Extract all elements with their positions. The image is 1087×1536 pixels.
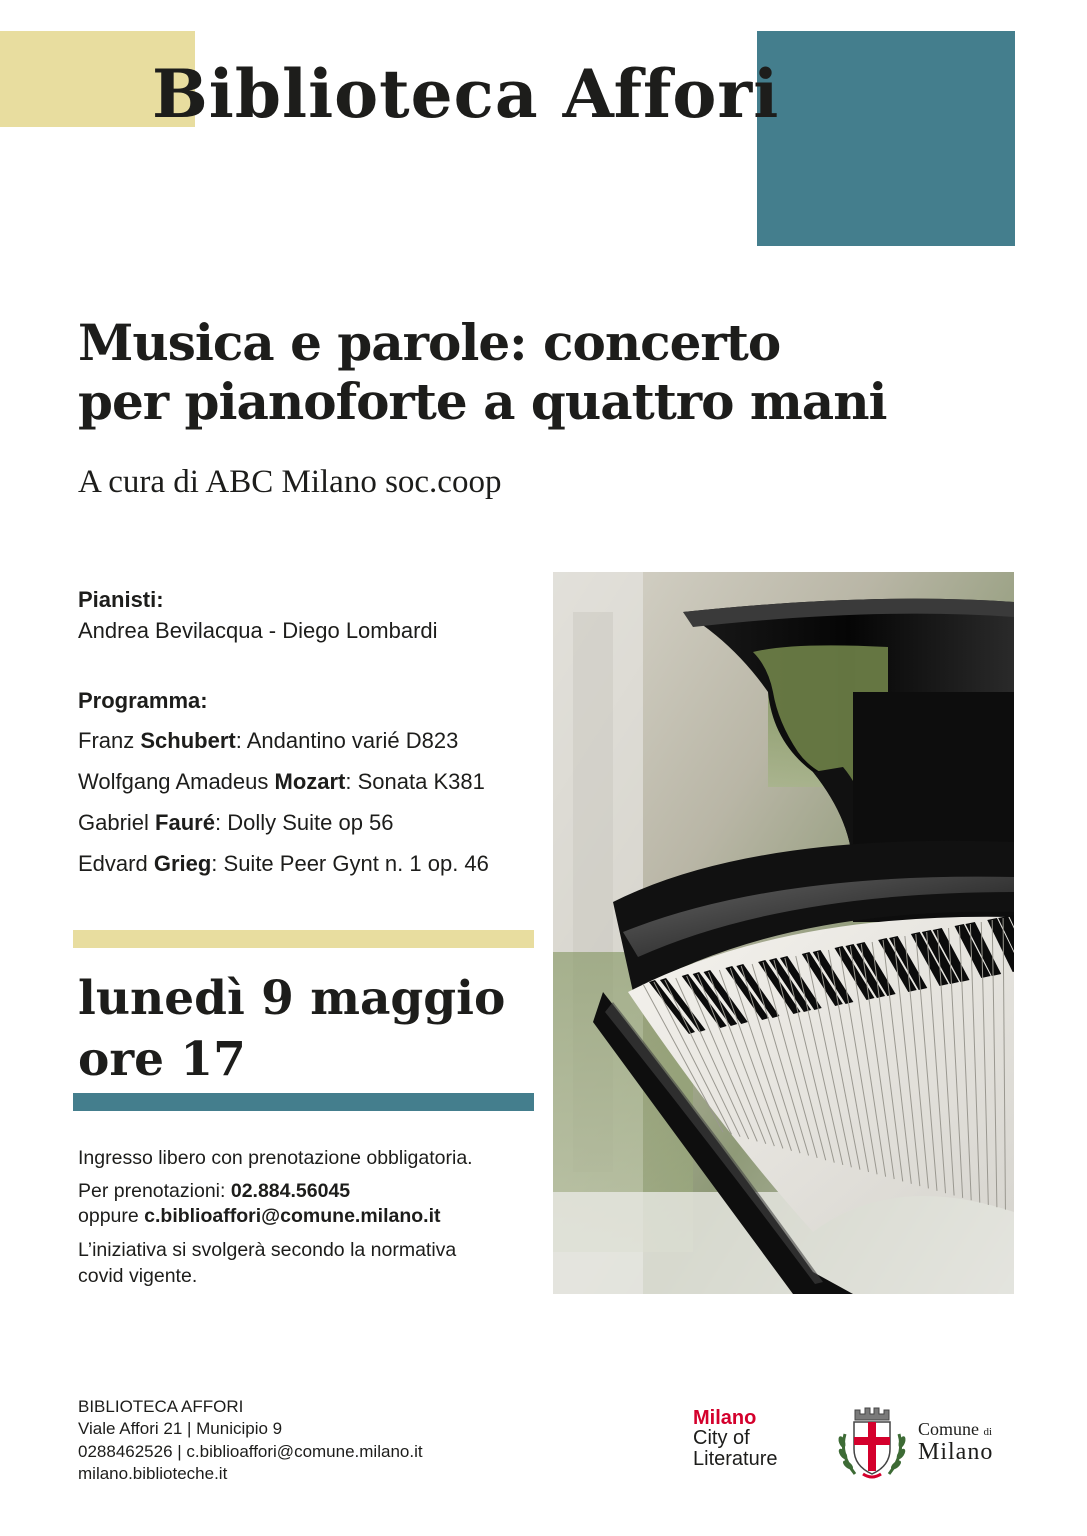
booking-email-line bbox=[78, 1203, 441, 1229]
program-item bbox=[78, 725, 458, 757]
decor-teal-block bbox=[757, 31, 1015, 246]
booking-email[interactable]: c.biblioaffori@comune.milano.it bbox=[144, 1205, 441, 1227]
composer-first-name: Wolfgang Amadeus bbox=[78, 769, 275, 794]
program-item bbox=[78, 848, 489, 880]
di-word: di bbox=[983, 1426, 993, 1438]
footer-library-name: BIBLIOTECA AFFORI bbox=[78, 1397, 244, 1416]
comune-di-milano-logo-text bbox=[918, 1419, 993, 1464]
covid-note-line2: covid vigente. bbox=[78, 1265, 198, 1288]
logo-milano-word: Milano bbox=[693, 1407, 757, 1429]
event-time: ore 17 bbox=[78, 1032, 246, 1088]
program-heading: Programma: bbox=[78, 688, 208, 713]
event-title bbox=[78, 313, 887, 431]
comune-word: Comune bbox=[918, 1419, 979, 1439]
milano-city-of-literature-logo bbox=[693, 1408, 778, 1470]
entry-note: Ingresso libero con prenotazione obbligatoria. bbox=[78, 1147, 473, 1169]
composer-surname: Fauré bbox=[155, 810, 215, 835]
event-day: lunedì 9 maggio bbox=[78, 971, 506, 1026]
covid-note-line1: L’iniziativa si svolgerà secondo la normativa bbox=[78, 1239, 457, 1261]
composer-surname: Grieg bbox=[153, 851, 212, 876]
composer-surname: Mozart bbox=[274, 769, 346, 794]
grand-piano-photo bbox=[553, 572, 1014, 1294]
composer-first-name: Franz bbox=[78, 728, 141, 753]
booking-phone-line bbox=[78, 1178, 350, 1204]
booking-label: Per prenotazioni: bbox=[78, 1180, 231, 1202]
event-curator: A cura di ABC Milano soc.coop bbox=[78, 464, 502, 500]
composition: : Sonata K381 bbox=[345, 769, 485, 794]
milano-word: Milano bbox=[918, 1439, 994, 1465]
footer-website[interactable]: milano.biblioteche.it bbox=[78, 1464, 228, 1483]
logo-city-of: City of bbox=[693, 1427, 750, 1449]
pianists-names: Andrea Bevilacqua - Diego Lombardi bbox=[78, 618, 438, 643]
booking-phone[interactable]: 02.884.56045 bbox=[230, 1180, 351, 1202]
footer-address: Viale Affori 21 | Municipio 9 bbox=[78, 1419, 283, 1438]
footer-contacts: 0288462526 | c.biblioaffori@comune.milano.it bbox=[78, 1442, 423, 1461]
covid-note bbox=[78, 1237, 456, 1290]
divider-yellow bbox=[73, 930, 534, 948]
composer-first-name: Gabriel bbox=[78, 810, 156, 835]
event-title-line2: per pianoforte a quattro mani bbox=[78, 372, 887, 431]
pianists-heading: Pianisti: bbox=[78, 587, 164, 612]
event-date bbox=[78, 968, 505, 1090]
composition: : Dolly Suite op 56 bbox=[214, 810, 394, 835]
program-item bbox=[78, 766, 485, 798]
library-title: Biblioteca Affori bbox=[152, 55, 780, 133]
composition: : Suite Peer Gynt n. 1 op. 46 bbox=[211, 851, 489, 876]
comune-coat-of-arms-icon bbox=[833, 1404, 911, 1482]
event-title-line1: Musica e parole: concerto bbox=[78, 313, 781, 372]
composition: : Andantino varié D823 bbox=[235, 728, 459, 753]
or-label: oppure bbox=[78, 1205, 145, 1227]
divider-teal bbox=[73, 1093, 534, 1111]
logo-literature: Literature bbox=[693, 1448, 778, 1470]
composer-surname: Schubert bbox=[140, 728, 236, 753]
composer-first-name: Edvard bbox=[78, 851, 154, 876]
program-item bbox=[78, 807, 394, 839]
